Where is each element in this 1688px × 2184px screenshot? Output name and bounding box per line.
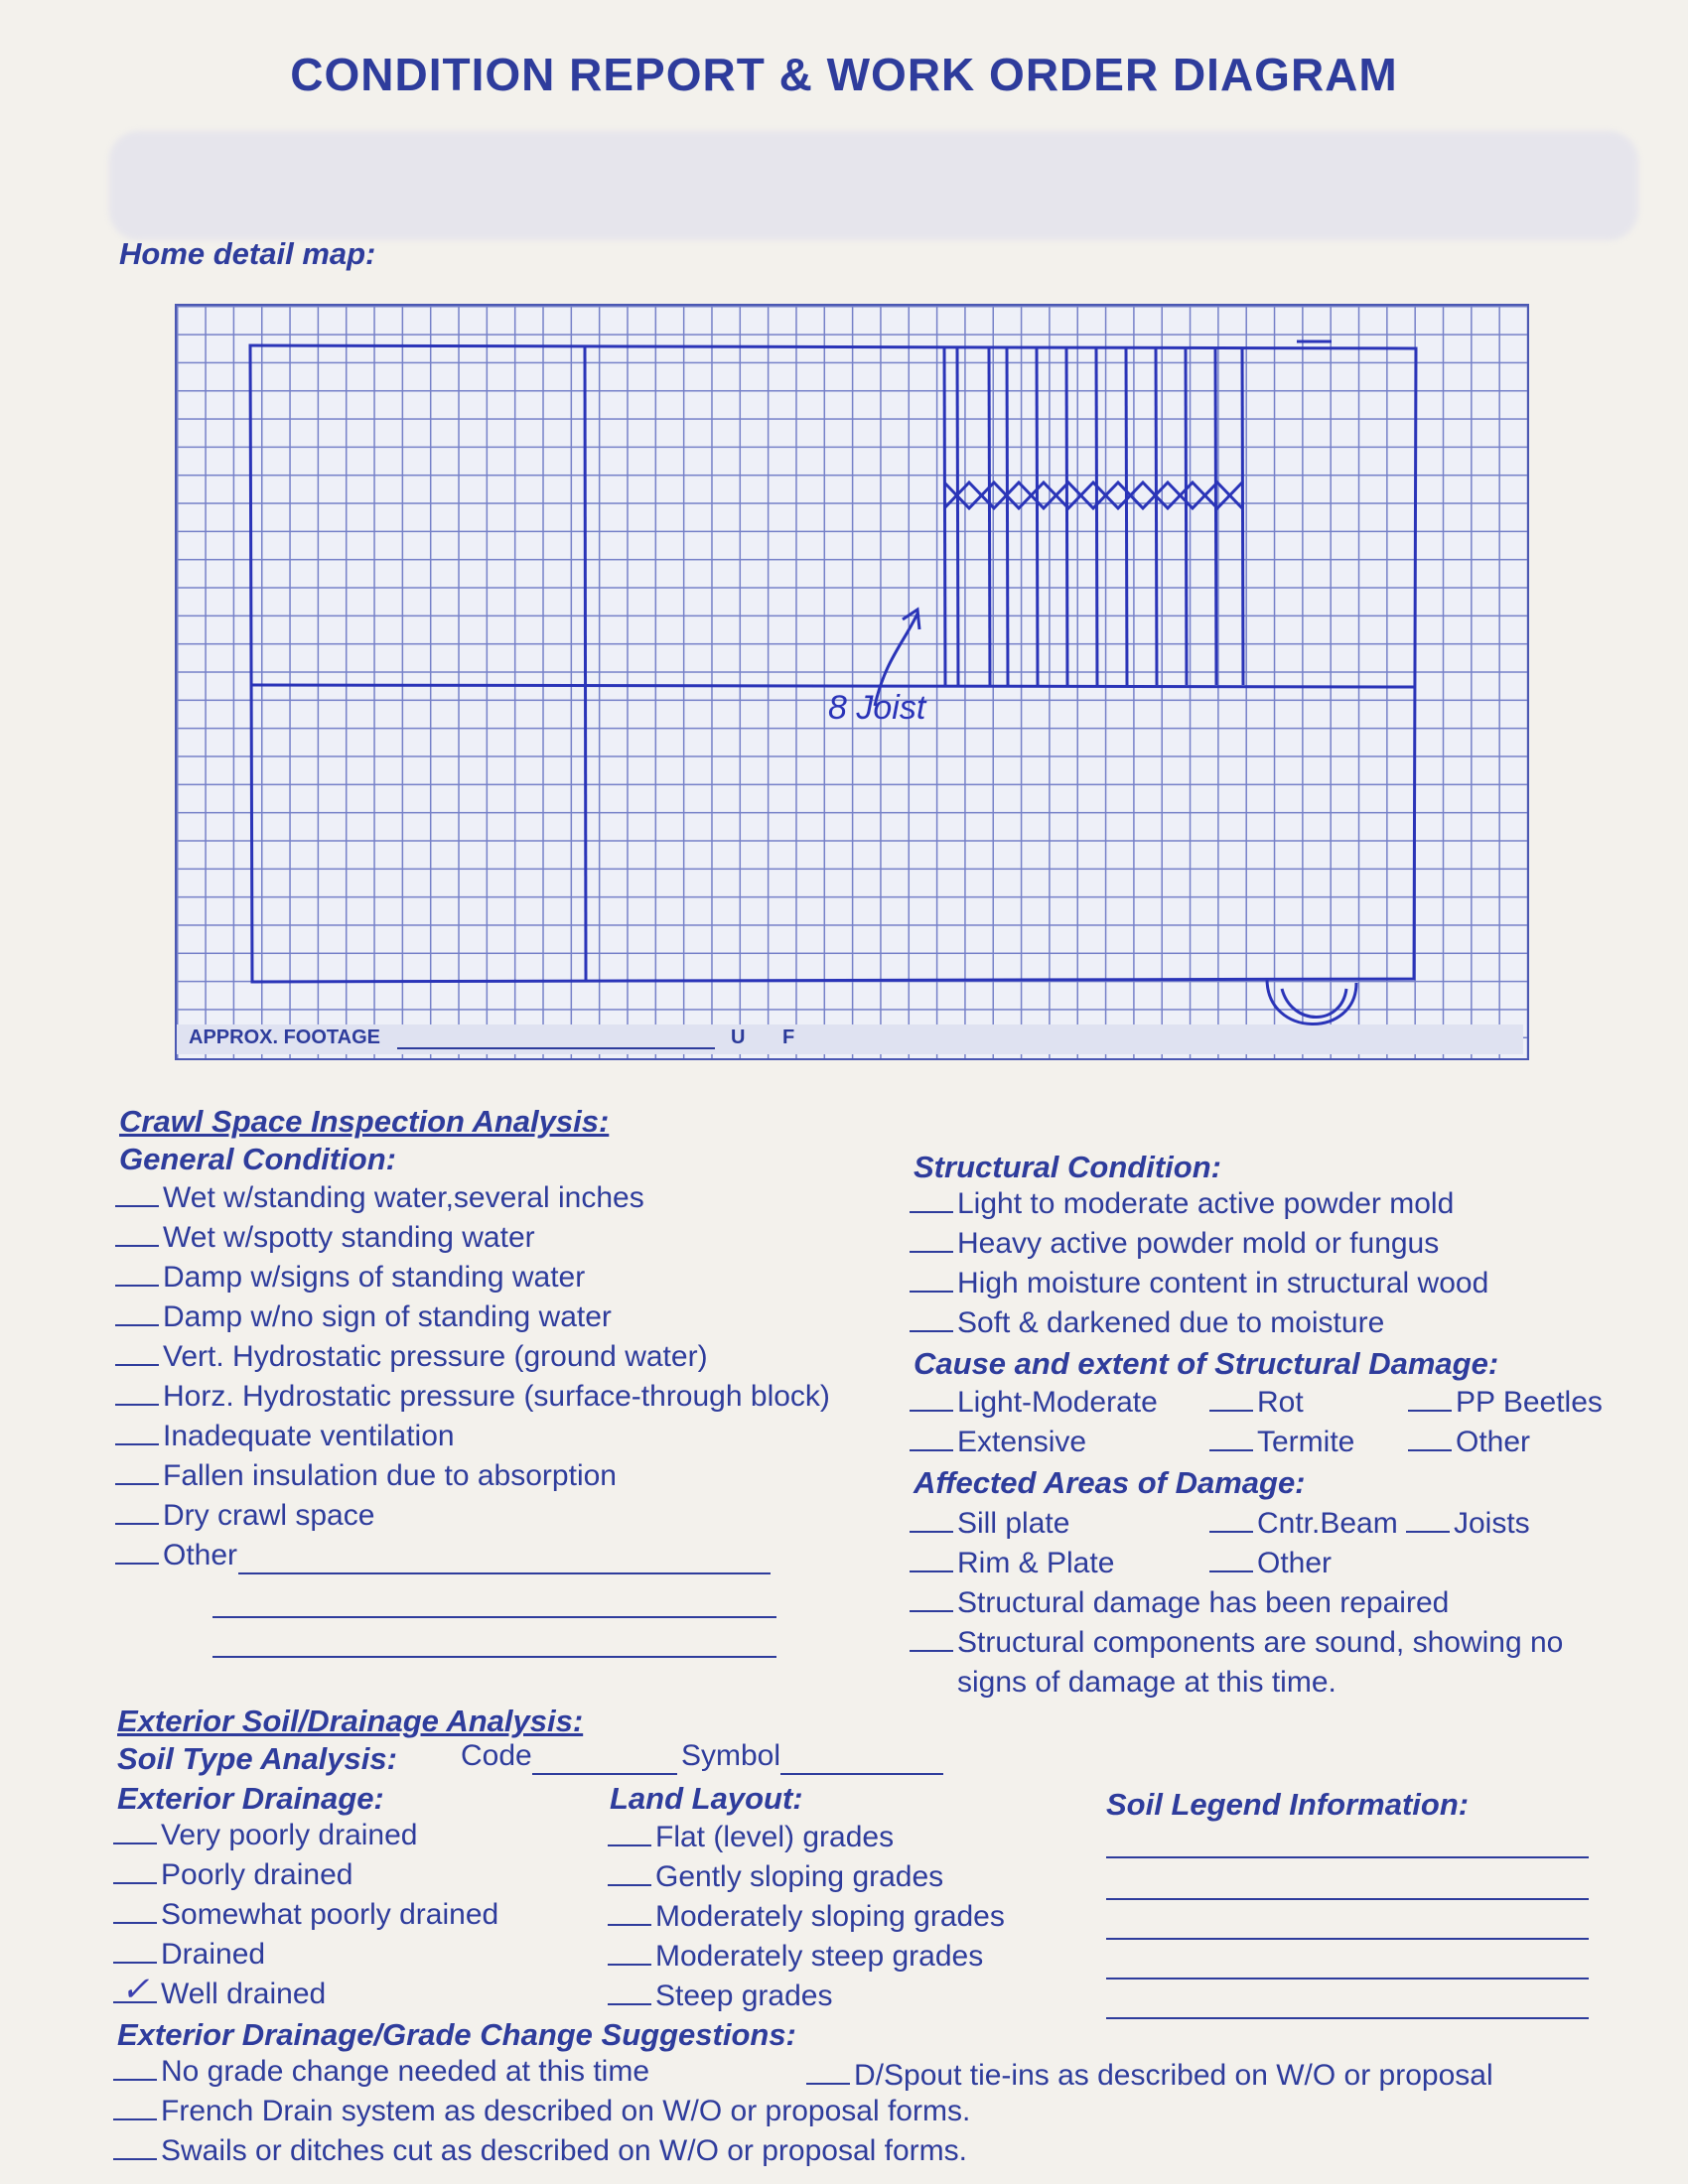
sound-item-cont: signs of damage at this time. [957, 1666, 1336, 1699]
structural-item[interactable]: Heavy active powder mold or fungus [910, 1227, 1439, 1261]
exterior-heading: Exterior Soil/Drainage Analysis: [117, 1704, 584, 1738]
sump-sketch-inner [1282, 989, 1346, 1018]
cause-item[interactable]: Rot [1209, 1386, 1304, 1420]
other-line[interactable] [238, 1572, 771, 1574]
suggest-heading: Exterior Drainage/Grade Change Suggestions: [117, 2017, 796, 2052]
land-item[interactable]: Moderately steep grades [608, 1940, 983, 1974]
cause-item[interactable]: Other [1408, 1426, 1530, 1459]
structural-heading: Structural Condition: [914, 1150, 1221, 1184]
joist [1066, 347, 1067, 685]
affected-item[interactable]: Cntr.Beam [1209, 1507, 1398, 1541]
legend-line[interactable] [1106, 1898, 1589, 1900]
general-item-other[interactable]: Other [115, 1539, 237, 1572]
general-condition-heading: General Condition: [119, 1142, 396, 1176]
legend-line[interactable] [1106, 1978, 1589, 1979]
land-item[interactable]: Steep grades [608, 1979, 832, 2013]
interior-wall-horizontal [252, 685, 1416, 687]
joist [1242, 347, 1243, 685]
suggest-item[interactable]: No grade change needed at this time [113, 2055, 649, 2089]
cause-heading: Cause and extent of Structural Damage: [914, 1346, 1499, 1381]
code-label: Code [461, 1739, 532, 1772]
affected-item[interactable]: Rim & Plate [910, 1547, 1114, 1580]
joist [1096, 347, 1097, 685]
joist [1007, 347, 1008, 685]
redacted-customer-info [109, 131, 1638, 240]
land-item[interactable]: Flat (level) grades [608, 1821, 894, 1854]
suggest-item[interactable]: French Drain system as described on W/O or proposal forms. [113, 2095, 970, 2128]
affected-heading: Affected Areas of Damage: [914, 1465, 1306, 1500]
legend-line[interactable] [1106, 1856, 1589, 1858]
code-field[interactable] [532, 1773, 677, 1775]
general-item[interactable]: Damp w/no sign of standing water [115, 1300, 612, 1334]
affected-item[interactable]: Sill plate [910, 1507, 1069, 1541]
suggest-item[interactable]: Swails or ditches cut as described on W/O or proposal forms. [113, 2134, 967, 2168]
joist [957, 347, 958, 685]
interior-wall [585, 347, 586, 981]
repaired-item[interactable]: Structural damage has been repaired [910, 1586, 1449, 1620]
sound-item[interactable]: Structural components are sound, showing no [910, 1626, 1563, 1660]
general-item[interactable]: Horz. Hydrostatic pressure (surface-through block) [115, 1380, 830, 1414]
joist-annotation: 8 Joist [828, 689, 926, 727]
joist [944, 347, 945, 685]
other-line[interactable] [212, 1616, 776, 1618]
general-item[interactable]: Fallen insulation due to absorption [115, 1459, 617, 1493]
legend-line[interactable] [1106, 2017, 1589, 2019]
joist [1156, 347, 1157, 685]
general-item[interactable]: Wet w/spotty standing water [115, 1221, 535, 1255]
drainage-item[interactable]: Poorly drained [113, 1858, 352, 1892]
cause-item[interactable]: Extensive [910, 1426, 1086, 1459]
footage-f-label: F [782, 1026, 795, 1048]
drainage-item[interactable]: Very poorly drained [113, 1819, 418, 1852]
drainage-item[interactable]: Somewhat poorly drained [113, 1898, 498, 1932]
general-item[interactable]: Inadequate ventilation [115, 1420, 455, 1453]
drainage-item[interactable]: Drained [113, 1938, 265, 1972]
joist [1037, 347, 1038, 685]
checkmark-icon: ✓ [121, 1971, 150, 2008]
floor-plan-sketch [175, 304, 1525, 1056]
cause-item[interactable]: Termite [1209, 1426, 1354, 1459]
affected-item[interactable]: Other [1209, 1547, 1332, 1580]
drainage-heading: Exterior Drainage: [117, 1781, 384, 1816]
general-item[interactable]: Vert. Hydrostatic pressure (ground water) [115, 1340, 708, 1374]
page-title: CONDITION REPORT & WORK ORDER DIAGRAM [290, 49, 1398, 100]
joist [1215, 347, 1216, 685]
land-item[interactable]: Gently sloping grades [608, 1860, 943, 1894]
legend-line[interactable] [1106, 1938, 1589, 1940]
symbol-field[interactable] [780, 1773, 943, 1775]
symbol-label: Symbol [681, 1739, 781, 1772]
suggest-item[interactable]: D/Spout tie-ins as described on W/O or proposal [806, 2059, 1493, 2093]
footage-label: APPROX. FOOTAGE [189, 1026, 380, 1048]
joist [1126, 347, 1127, 685]
map-heading: Home detail map: [119, 236, 376, 271]
joist [989, 347, 990, 685]
affected-item[interactable]: Joists [1406, 1507, 1530, 1541]
land-layout-heading: Land Layout: [610, 1781, 803, 1816]
cause-item[interactable]: Light-Moderate [910, 1386, 1158, 1420]
other-line[interactable] [212, 1656, 776, 1658]
soil-type-heading: Soil Type Analysis: [117, 1741, 397, 1776]
general-item[interactable]: Wet w/standing water,several inches [115, 1181, 644, 1215]
structural-item[interactable]: High moisture content in structural wood [910, 1267, 1488, 1300]
structural-item[interactable]: Soft & darkened due to moisture [910, 1306, 1384, 1340]
general-item[interactable]: Dry crawl space [115, 1499, 374, 1533]
footage-u-label: U [731, 1026, 746, 1048]
joist [1186, 347, 1187, 685]
land-item[interactable]: Moderately sloping grades [608, 1900, 1005, 1934]
structural-item[interactable]: Light to moderate active powder mold [910, 1187, 1454, 1221]
crawl-heading: Crawl Space Inspection Analysis: [119, 1104, 610, 1139]
cause-item[interactable]: PP Beetles [1408, 1386, 1603, 1420]
drainage-item-checked[interactable]: Well drained [113, 1978, 326, 2011]
soil-legend-heading: Soil Legend Information: [1106, 1787, 1470, 1822]
general-item[interactable]: Damp w/signs of standing water [115, 1261, 585, 1295]
